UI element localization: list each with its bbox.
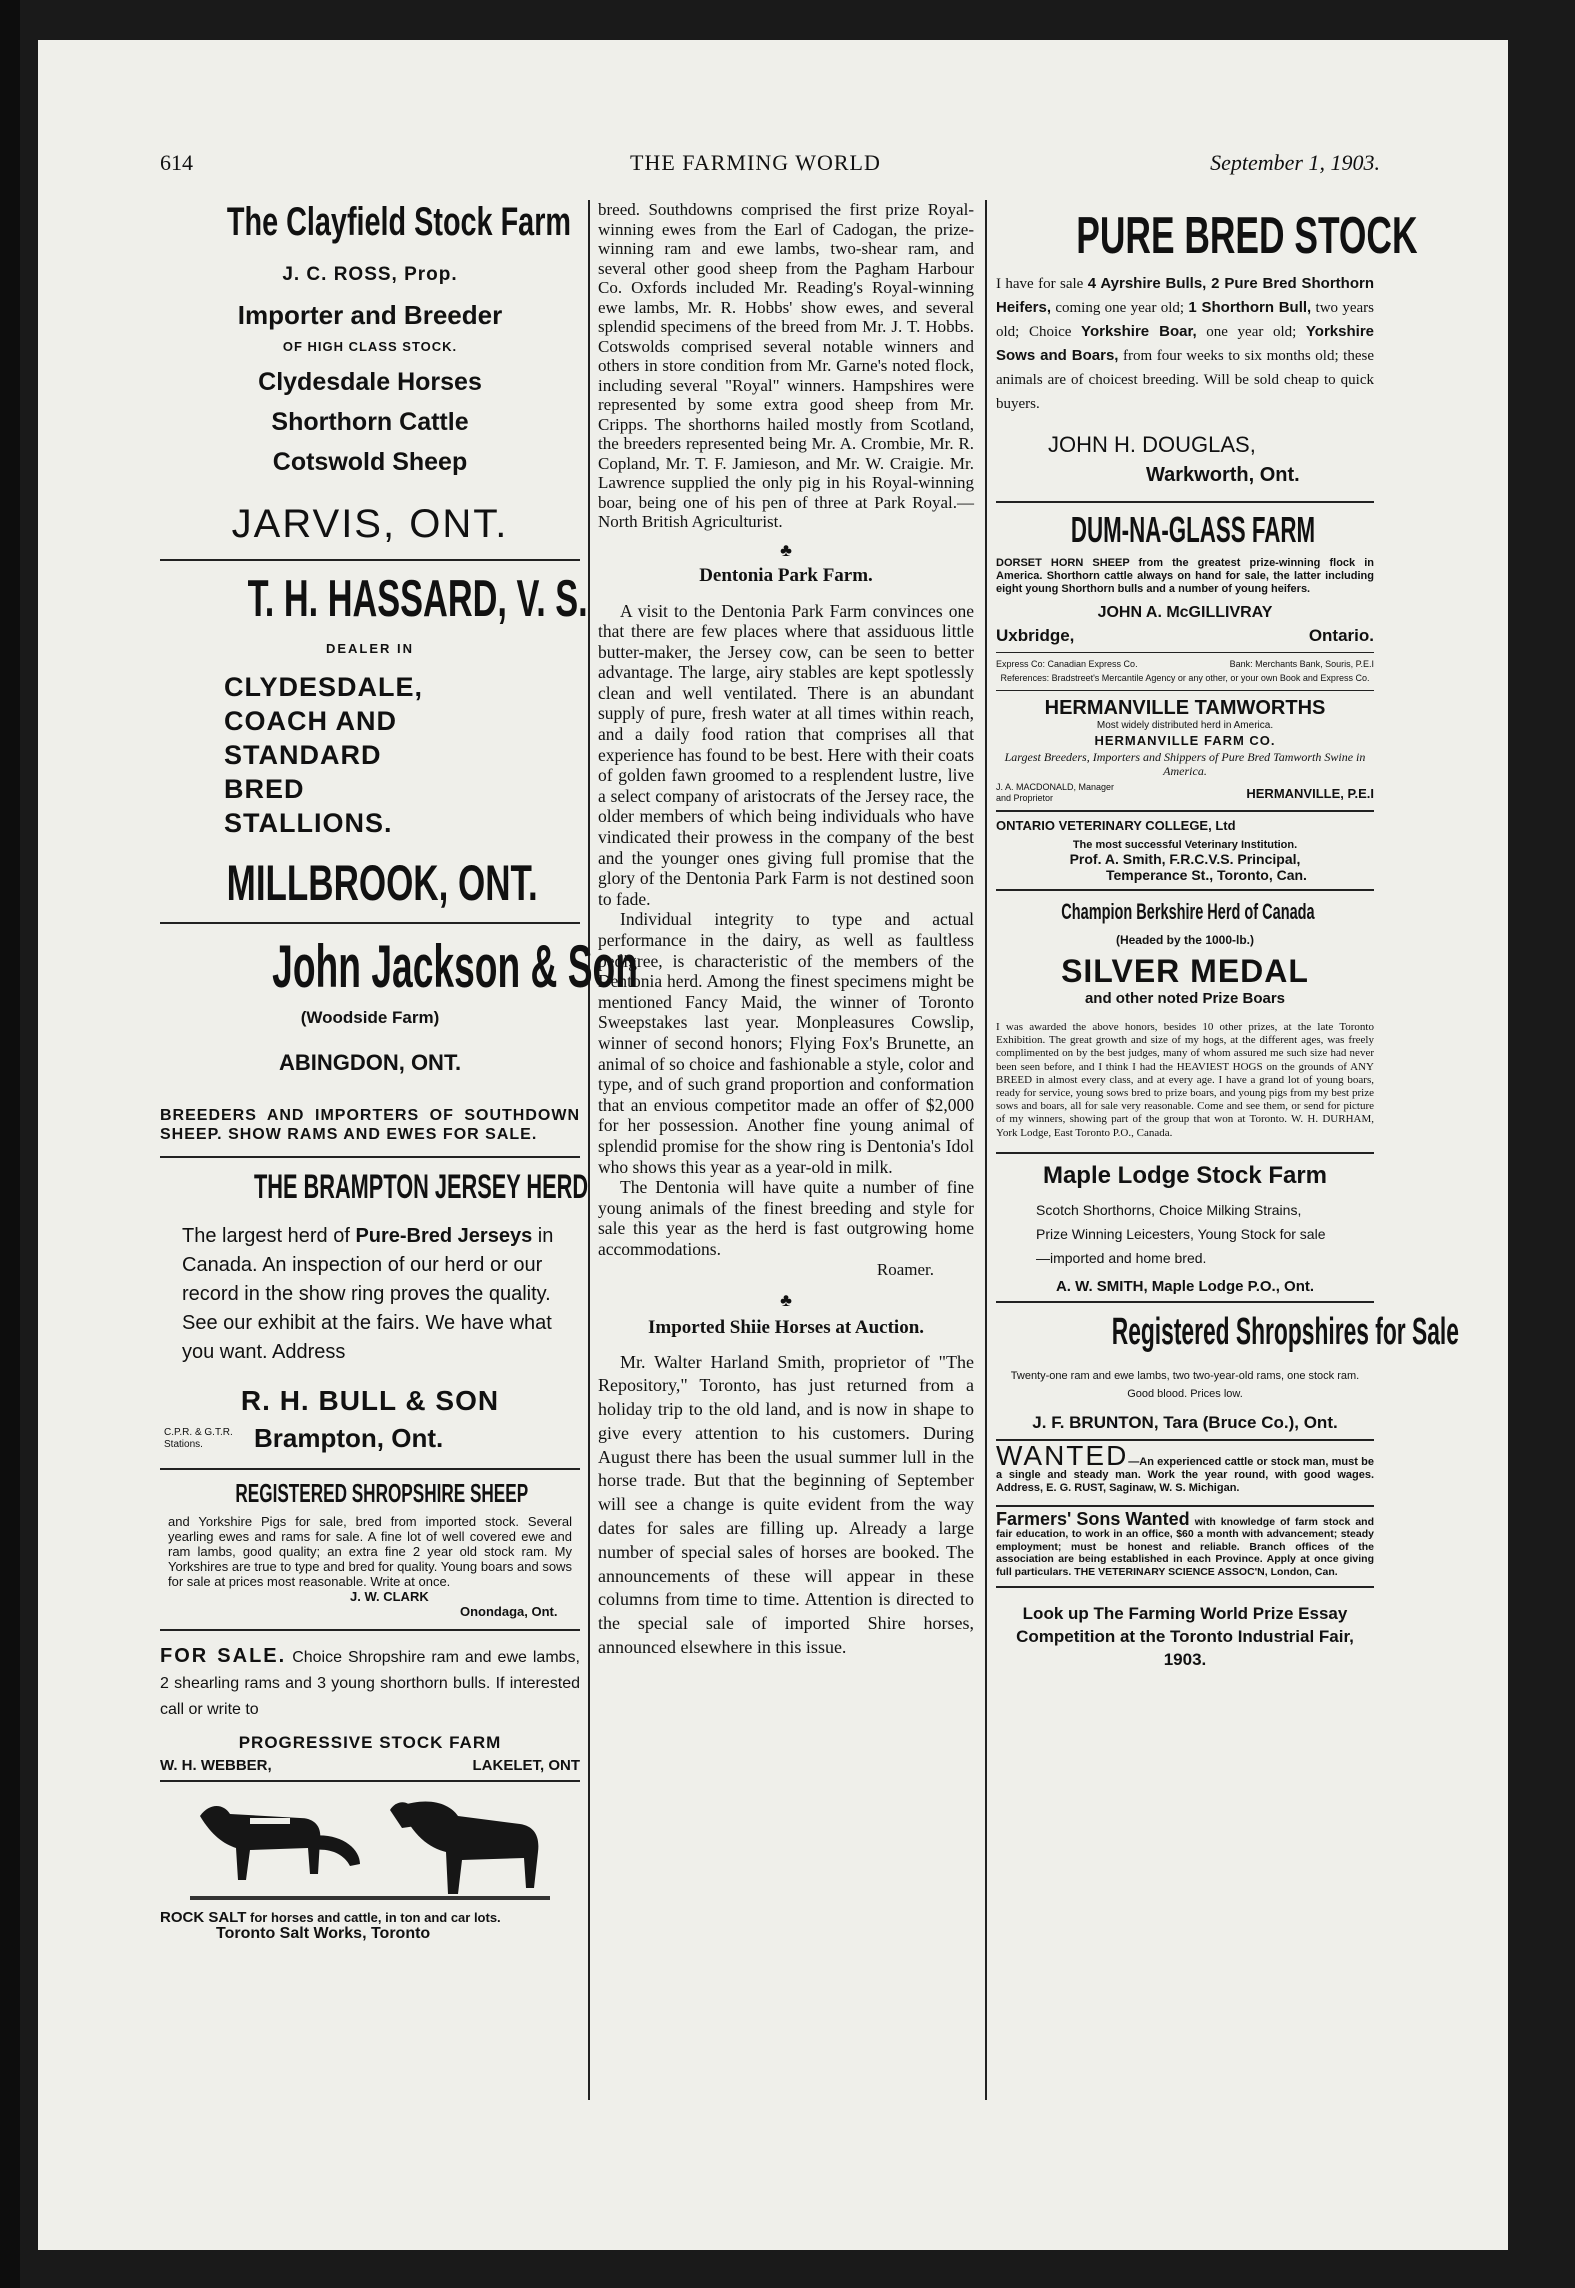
brampton-place: Brampton, Ont. <box>254 1423 444 1453</box>
heading-dentonia: Dentonia Park Farm. <box>699 564 873 586</box>
dentonia-para-2: Individual integrity to type and actual performance in the dairy, as well as faultless pedigree, is characteristic of the members of the Dentonia herd. Among the finest specimens might be mentioned Fancy Maid, the winner of Toronto Sweepstakes last year. Monpleasures Cowslip, winner of second honors; Flying Fox's Brunette, an animal of so choice and fashionable a style, color and type, and of such grand proportion and conformation that an envious competitor made an offer of $2,000 for her possession. Another fine young animal of splendid promise for the show ring is Dentonia's Idol who shows this year as a year-old in milk. <box>598 909 974 1177</box>
hermanville-tag: Largest Breeders, Importers and Shippers of Pure Bred Tamworth Swine in America. <box>1004 750 1366 778</box>
hermanville-mgr: J. A. MACDONALD, Manager and Proprietor <box>996 782 1115 803</box>
brampton-title: THE BRAMPTON JERSEY HERD <box>253 1168 589 1206</box>
divider <box>160 1468 580 1470</box>
jackson-title: John Jackson & Son <box>272 933 639 1000</box>
shropshire-name: J. W. CLARK <box>350 1589 429 1604</box>
ad-maple <box>996 1162 1374 1295</box>
purebred-text: I have for sale <box>996 276 1088 292</box>
jackson-farm: (Woodside Farm) <box>300 1008 440 1027</box>
article-continued: breed. Southdowns comprised the first prize Royal-winning ewes from the Earl of Cadogan, the prize-winning ram and ewe lambs, two-shear ram, and several other good sheep from the Pagham Harbour Co. Oxfords included Mr. Reading's Royal-winning ewe lambs, Mr. R. Hobbs' show ewes, and several splendid specimens of the breed from Mr. J. T. Hobbs. Cotswolds comprised several notable winners and others in store condition from Mr. Garne's noted flock, including several "Royal" winners. Hampshires were represented by some extra good sheep from Mr. Cripps. The shorthorns hailed mostly from Scotland, the breeders represented being Mr. A. Crombie, Mr. R. Copland, Mr. T. F. Jamieson, and Mr. W. Craigie. Mr. Lawrence supplied the only pig in his Royal-winning boar, being one of his pen of three at Park Royal.—North British Agriculturist. <box>598 200 974 531</box>
divider <box>160 559 580 561</box>
hassard-line: STALLIONS. <box>224 808 393 838</box>
purebred-item: Yorkshire Sows and Boars, <box>996 323 1374 364</box>
ad-clayfield <box>160 200 580 547</box>
signature: Roamer. <box>876 1259 934 1279</box>
ad-shropshire <box>160 1478 580 1619</box>
shropshire-text: and Yorkshire Pigs for sale, bred from imported stock. Several yearling ewes and rams for sale. A fine lot of well covered ewe and ram lambs, good quality; an extra fine 2 year old stock ram. My Yorkshires are true to type and bred for quality. Young boars and sows for sale at prices most reasonable. Write at once. <box>168 1514 572 1589</box>
ornament-icon: ♣ <box>780 539 792 560</box>
clayfield-breed: Clydesdale Horses <box>258 368 482 396</box>
page-number: 614 <box>160 150 193 175</box>
column-1 <box>160 200 639 1943</box>
jackson-place: ABINGDON, ONT. <box>278 1050 462 1075</box>
forsale-text: Choice Shropshire ram and ewe lambs, 2 shearling rams and 3 young shorthorn bulls. If interested call or write to <box>160 1649 581 1718</box>
dumnaglass-refs: References: Bradstreet's Mercantile Agency or any other, or your own Book and Express Co. <box>1000 673 1370 683</box>
hassard-line: CLYDESDALE, <box>224 672 424 702</box>
divider <box>996 690 1374 691</box>
salt-firm: Toronto Salt Works, Toronto <box>216 1925 431 1942</box>
salt-text: for horses and cattle, in ton and car lots. <box>250 1910 501 1925</box>
dumnaglass-express: Express Co: Canadian Express Co. <box>996 659 1138 669</box>
dumnaglass-title: DUM-NA-GLASS FARM <box>1070 509 1316 550</box>
forsale-farm: PROGRESSIVE STOCK FARM <box>238 1733 502 1752</box>
purebred-name: JOHN H. DOUGLAS, <box>1048 432 1256 457</box>
dentonia-para-1: A visit to the Dentonia Park Farm convinces one that there are few places where that assiduous little butter-maker, the Jersey cow, can be seen to better advantage. The large, airy stables are kept spotlessly clean and well ventilated. There is an abundant supply of pure, fresh water at all times within reach, and a daily food ration that comprises all that experience has found to be best. Here with their coats of golden fawn groomed to a resplendent lustre, live a select company of aristocrats of the Jersey race, the older members of which being individuals who have vindicated their prowess in the company of the best and the younger ones giving full promise that the glory of the Dentonia Park Farm is not destined soon to fade. <box>598 600 974 909</box>
shropshire-place: Onondaga, Ont. <box>460 1604 558 1619</box>
ad-forsale <box>160 1643 580 1774</box>
column-3 <box>996 200 1459 1671</box>
divider <box>160 1780 580 1782</box>
hassard-place: MILLBROOK, ONT. <box>226 855 538 911</box>
purebred-place: Warkworth, Ont. <box>1146 464 1300 486</box>
maple-name: A. W. SMITH, Maple Lodge P.O., Ont. <box>1055 1277 1315 1295</box>
purebred-text: from four weeks to six months old; these animals are of choicest breeding. Will be sold cheap to quick buyers. <box>996 348 1374 412</box>
sons-head: Farmers' Sons Wanted <box>996 1508 1190 1529</box>
ad-regshrop <box>996 1310 1459 1433</box>
divider <box>996 1152 1374 1154</box>
ad-jackson <box>160 932 639 1144</box>
regshrop-name: J. F. BRUNTON, Tara (Bruce Co.), Ont. <box>1032 1412 1338 1432</box>
purebred-text: two years old; Choice <box>996 300 1374 340</box>
dumnaglass-prov: Ontario. <box>1308 626 1374 645</box>
divider <box>996 810 1374 812</box>
divider <box>996 889 1374 891</box>
salt-head: ROCK SALT <box>160 1909 247 1926</box>
purebred-text: coming one year old; <box>1051 300 1189 316</box>
dumnaglass-text: DORSET HORN SHEEP from the greatest prize-winning flock in America. Shorthorn cattle always on hand for sale, the latter including eight young Shorthorn bulls and a number of young heifers. <box>996 557 1374 595</box>
divider <box>160 1629 580 1631</box>
berkshire-medal-2: and other noted Prize Boars <box>1084 990 1286 1007</box>
ad-hermanville <box>996 697 1374 804</box>
purebred-title: PURE BRED STOCK <box>1076 207 1418 265</box>
divider <box>996 501 1374 503</box>
ad-brampton <box>160 1168 589 1454</box>
college-line1: Prof. A. Smith, F.R.C.V.S. Principal, <box>1069 851 1301 867</box>
forsale-name: W. H. WEBBER, <box>160 1757 272 1774</box>
hassard-line: BRED <box>224 774 305 804</box>
jackson-text: BREEDERS AND IMPORTERS OF SOUTHDOWN SHEEP. SHOW RAMS AND EWES FOR SALE. <box>160 1107 580 1143</box>
purebred-text: one year old; <box>1196 324 1306 340</box>
maple-text: Scotch Shorthorns, Choice Milking Strains, Prize Winning Leicesters, Young Stock for sale—imported and home bred. <box>1036 1201 1326 1266</box>
brampton-text: The largest herd of <box>182 1225 356 1247</box>
divider <box>996 1586 1374 1588</box>
dumnaglass-name: JOHN A. McGILLIVRAY <box>1097 604 1273 621</box>
purebred-item: 4 Ayrshire Bulls, 2 Pure Bred Shorthorn Heifers, <box>996 275 1375 316</box>
regshrop-text: Twenty-one ram and ewe lambs, two two-year-old rams, one stock ram. Good blood. Prices low. <box>1010 1369 1360 1400</box>
forsale-head: FOR SALE. <box>160 1645 287 1667</box>
ornament-icon: ♣ <box>780 1289 792 1310</box>
hassard-title: T. H. HASSARD, V. S. <box>247 570 588 628</box>
cattle-horse-engraving <box>190 1796 550 1906</box>
ad-sons <box>996 1508 1375 1579</box>
purebred-item: Yorkshire Boar, <box>1081 323 1197 340</box>
column-rule-2 <box>985 200 987 2100</box>
scan-edge <box>0 0 20 2288</box>
sons-text: with knowledge of farm stock and fair education, to work in an office, $60 a month with advancement; steady employment; must be honest and reliable. Branch offices of the association are being established in each Province. Apply at once giving full particulars. THE VETERINARY SCIENCE ASSOC'N, London, Can. <box>996 1515 1375 1578</box>
clayfield-breed: Cotswold Sheep <box>272 448 468 476</box>
brampton-breed: Pure-Bred Jerseys <box>355 1225 533 1247</box>
hermanville-place: HERMANVILLE, P.E.I <box>1246 785 1374 801</box>
hassard-line: STANDARD <box>224 740 382 770</box>
divider <box>996 1505 1374 1507</box>
clayfield-title: The Clayfield Stock Farm <box>226 200 572 244</box>
forsale-place: LAKELET, ONT <box>472 1757 580 1774</box>
berkshire-sub: (Headed by the 1000-lb.) <box>1115 933 1255 947</box>
berkshire-text: I was awarded the above honors, besides 10 other prizes, at the late Toronto Exhibition. The great growth and size of my hogs, at the different ages, was freely complimented on by the best judges, many of whom assured me such size had never been seen before, and I think I had the HEAVIEST HOGS on the grounds of ANY BREED in almost every class, and at every age. I have a grand lot of young boars, ready for service, young sows bred to prize boars, and young pigs from my best prize sows and boars, all for sale very reasonable. Come and see them, or send for picture of my winners, showing part of the group that won at Toronto. W. H. DURHAM, York Lodge, East Toronto P.O., Canada. <box>996 1021 1374 1139</box>
divider <box>996 1301 1374 1303</box>
publication-title: THE FARMING WORLD <box>630 150 881 175</box>
berkshire-medal: SILVER MEDAL <box>1061 953 1309 989</box>
page-header <box>160 150 1380 184</box>
ad-purebred <box>996 206 1418 487</box>
ad-berkshire <box>996 899 1374 1140</box>
issue-date: September 1, 1903. <box>1210 150 1380 175</box>
berkshire-title: Champion Berkshire Herd of Canada <box>1061 899 1315 924</box>
brampton-text-rest: in Canada. An inspection of our herd or our record in the show ring proves the quality. See our exhibit at the fairs. We have what you want. Address <box>182 1225 554 1363</box>
ad-hassard <box>160 569 588 916</box>
lookup-notice: Look up The Farming World Prize Essay Competition at the Toronto Industrial Fair, 1903. <box>1016 1604 1354 1670</box>
shropshire-title: REGISTERED SHROPSHIRE SHEEP <box>235 1478 529 1508</box>
clayfield-line2: OF HIGH CLASS STOCK. <box>282 339 458 354</box>
divider <box>160 1156 580 1158</box>
clayfield-prop: J. C. ROSS, Prop. <box>282 264 458 285</box>
dumnaglass-bank: Bank: Merchants Bank, Souris, P.E.I <box>1229 659 1374 669</box>
clayfield-line1: Importer and Breeder <box>237 300 503 330</box>
brampton-stations: C.P.R. & G.T.R. Stations. <box>164 1426 233 1450</box>
ad-college <box>996 818 1374 883</box>
divider <box>160 922 580 924</box>
college-line2: Temperance St., Toronto, Can. <box>1106 867 1307 883</box>
hassard-sub: DEALER IN <box>325 641 415 656</box>
clayfield-breed: Shorthorn Cattle <box>271 408 469 436</box>
hassard-line: COACH AND <box>224 706 397 736</box>
divider <box>996 652 1374 653</box>
college-sub: The most successful Veterinary Institution. <box>1072 839 1298 851</box>
purebred-item: 1 Shorthorn Bull, <box>1188 299 1312 316</box>
ad-dumnaglass <box>996 509 1374 684</box>
column-rule-1 <box>588 200 590 2100</box>
hermanville-title: HERMANVILLE TAMWORTHS <box>1044 697 1326 719</box>
wanted-head: WANTED <box>996 1439 1129 1471</box>
regshrop-title: Registered Shropshires for Sale <box>1111 1310 1459 1353</box>
brampton-name: R. H. BULL & SON <box>240 1385 500 1416</box>
column-2 <box>598 200 974 1660</box>
clayfield-place: JARVIS, ONT. <box>231 502 509 546</box>
dumnaglass-town: Uxbridge, <box>996 626 1075 645</box>
shire-para: Mr. Walter Harland Smith, proprietor of "The Repository," Toronto, has just returned from a holiday trip to the old land, and is now in shape to give every attention to his customers. During August there has been the usual summer lull in the horse trade. But that the beginning of September will see a change is quite evident from the way dates for sales are filling up. Already a large number of special sales of horses are booked. The announcements of these will appear in these columns from time to time. Attention is directed to the special sale of imported Shire horses, announced elsewhere in this issue. <box>598 1351 974 1658</box>
hermanville-co: HERMANVILLE FARM CO. <box>1094 733 1276 748</box>
maple-title: Maple Lodge Stock Farm <box>1042 1161 1328 1189</box>
wanted-text: —An experienced cattle or stock man, must be a single and steady man. Work the year round, with good wages. Address, E. G. RUST, Saginaw, W. S. Michigan. <box>996 1455 1374 1494</box>
hermanville-sub: Most widely distributed herd in America. <box>1096 720 1274 731</box>
college-title: ONTARIO VETERINARY COLLEGE, Ltd <box>996 818 1236 833</box>
heading-shire: Imported Shiie Horses at Auction. <box>647 1316 925 1338</box>
dentonia-para-3: The Dentonia will have quite a number of fine young animals of the finest breeding and style for sale this year as the herd is fast outgrowing home accommodations. <box>598 1177 974 1259</box>
ad-wanted <box>996 1439 1374 1495</box>
ad-salt <box>160 1796 580 1943</box>
